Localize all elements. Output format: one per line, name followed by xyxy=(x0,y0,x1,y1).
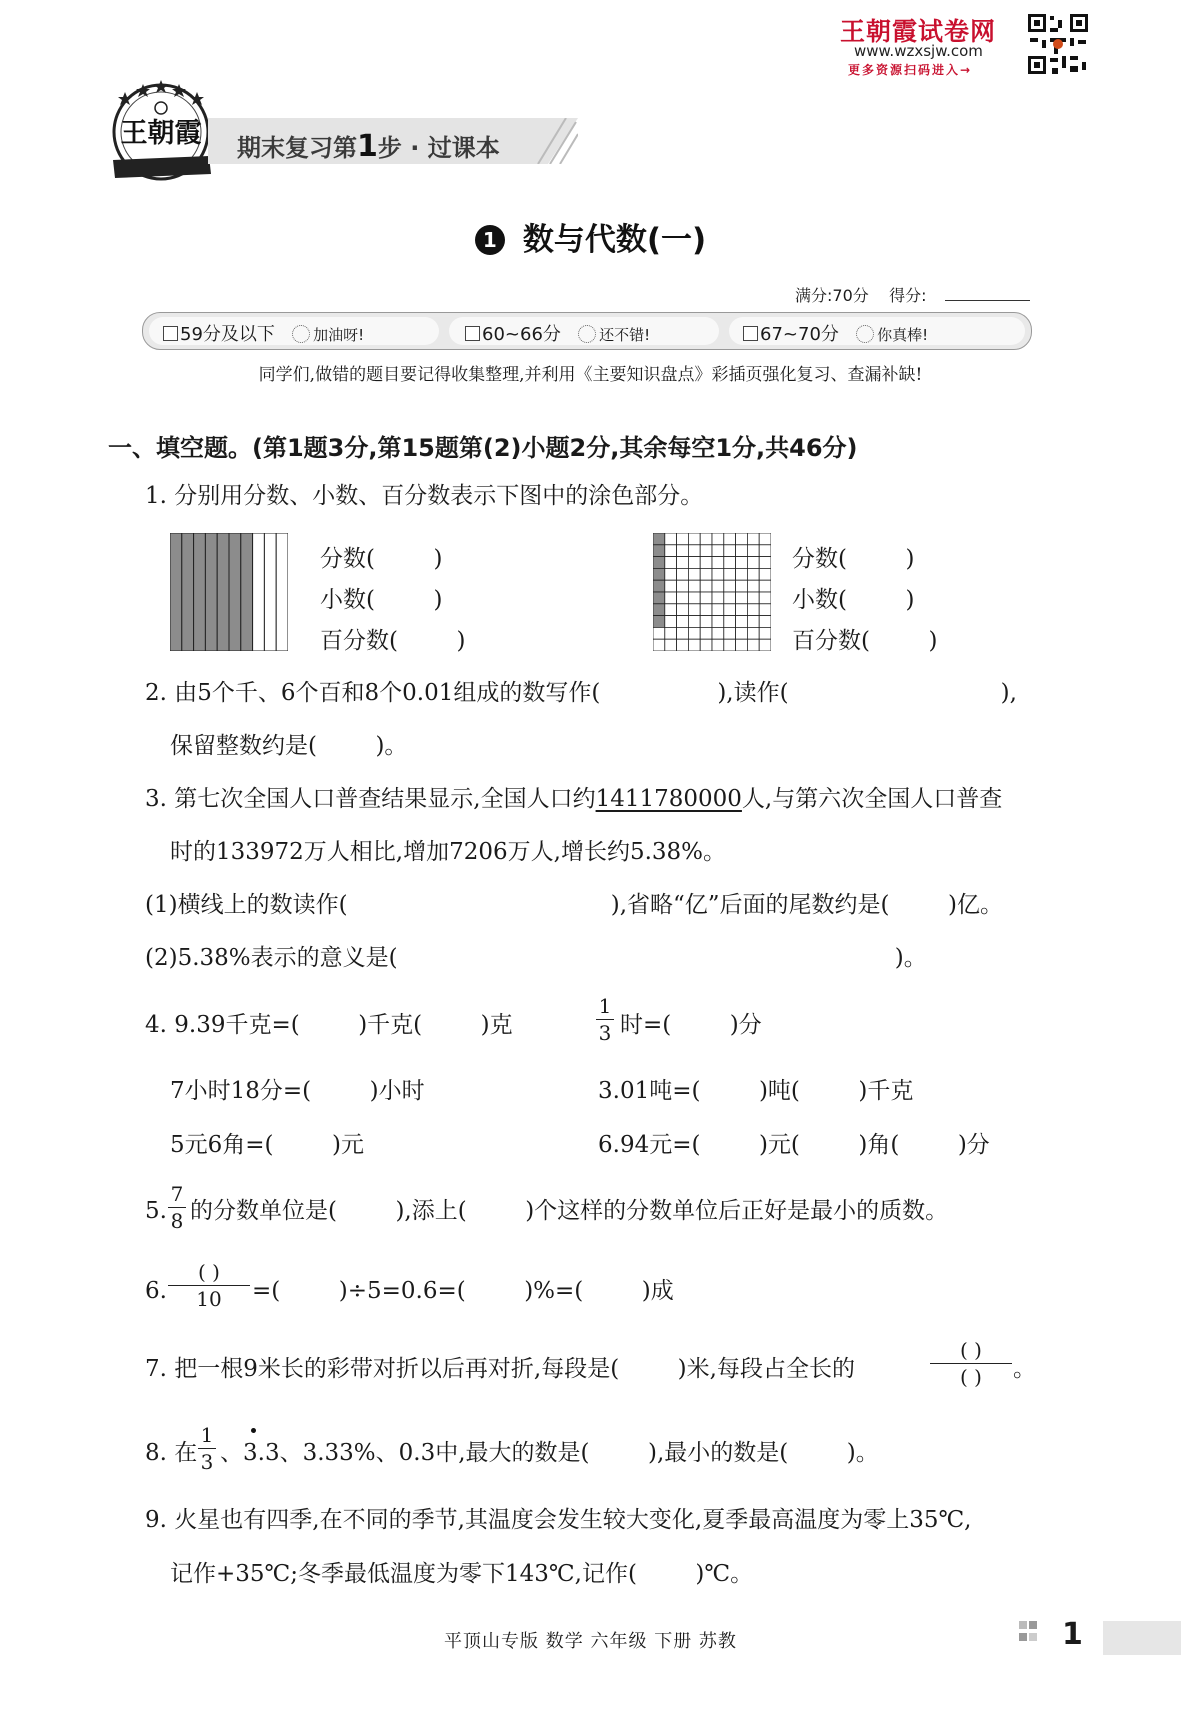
question-2-line1: 2. 由5个千、6个百和8个0.01组成的数写作( ),读作( ), xyxy=(145,680,1017,706)
grid-cell xyxy=(747,533,759,545)
section-heading: 一、填空题。(第1题3分,第15题第(2)小题2分,其余每空1分,共46分) xyxy=(108,434,858,462)
population-number: 1411780000 xyxy=(595,786,742,812)
checkbox-icon xyxy=(465,326,480,341)
grid-cell xyxy=(677,616,689,628)
grid-cell xyxy=(700,604,712,616)
stripe-cell xyxy=(264,533,276,651)
grid-cell xyxy=(736,533,748,545)
grid-cell xyxy=(688,592,700,604)
grid-cell xyxy=(759,568,771,580)
stripe-cell xyxy=(194,533,206,651)
grid-cell xyxy=(653,545,665,557)
grid-cell xyxy=(747,627,759,639)
grid-cell xyxy=(653,592,665,604)
grid-cell xyxy=(700,580,712,592)
stripe-figure xyxy=(170,533,288,651)
grid-cell xyxy=(712,592,724,604)
grid-cell xyxy=(700,545,712,557)
grid-cell xyxy=(712,533,724,545)
grid-cell xyxy=(688,580,700,592)
grid-cell xyxy=(677,545,689,557)
question-9-line1: 9. 火星也有四季,在不同的季节,其温度会发生较大变化,夏季最高温度为零上35℃, xyxy=(145,1507,972,1533)
grid-cell xyxy=(677,592,689,604)
question-7: 7. 把一根9米长的彩带对折以后再对折,每段是( )米,每段占全长的 xyxy=(145,1356,855,1382)
grid-cell xyxy=(747,557,759,569)
grid-cell xyxy=(665,568,677,580)
grid-cell xyxy=(724,580,736,592)
grid-cell xyxy=(665,616,677,628)
grid-cell xyxy=(700,616,712,628)
page-number: 1 xyxy=(1062,1617,1083,1652)
grid-cell xyxy=(724,639,736,651)
repeating-decimal-dot xyxy=(251,1428,256,1433)
grid-cell xyxy=(653,627,665,639)
rating-option-1[interactable]: 59分及以下 加油呀! xyxy=(163,320,364,346)
grid-cell xyxy=(665,545,677,557)
question-8-prefix: 8. 在 xyxy=(145,1440,198,1466)
grid-cell xyxy=(747,604,759,616)
grid-cell xyxy=(688,639,700,651)
grid-cell xyxy=(712,604,724,616)
score-line: 满分:70分 得分: xyxy=(795,286,927,305)
stripe-cell xyxy=(229,533,241,651)
grid-cell xyxy=(736,592,748,604)
grid-cell xyxy=(736,604,748,616)
grid-cell xyxy=(700,568,712,580)
checkbox-icon xyxy=(163,326,178,341)
grid-cell xyxy=(747,545,759,557)
grid-cell xyxy=(759,557,771,569)
q1-fig2-fraction: 分数( ) xyxy=(792,546,915,572)
grid-cell xyxy=(747,568,759,580)
stripe-cell xyxy=(182,533,194,651)
grid-cell xyxy=(736,580,748,592)
grid-figure xyxy=(653,533,771,651)
grid-cell xyxy=(688,568,700,580)
grid-cell xyxy=(736,545,748,557)
grid-cell xyxy=(759,533,771,545)
q1-fig1-decimal: 小数( ) xyxy=(320,587,443,613)
grid-cell xyxy=(653,616,665,628)
question-4-d: 3.01吨=( )吨( )千克 xyxy=(598,1078,914,1104)
grid-cell xyxy=(759,639,771,651)
grid-cell xyxy=(665,639,677,651)
grid-cell xyxy=(747,616,759,628)
brand-note: 更多资源扫码进入→ xyxy=(848,63,973,77)
question-7-end: 。 xyxy=(1013,1356,1036,1382)
grid-cell xyxy=(736,557,748,569)
stripe-cell xyxy=(241,533,253,651)
wangzhaoxia-seal-logo xyxy=(105,80,221,186)
grid-cell xyxy=(724,604,736,616)
reminder-text: 同学们,做错的题目要记得收集整理,并利用《主要知识盘点》彩插页强化复习、查漏补缺! xyxy=(258,365,923,385)
q1-fig2-decimal: 小数( ) xyxy=(792,587,915,613)
stripe-cell xyxy=(253,533,265,651)
grid-cell xyxy=(688,604,700,616)
q1-fig1-percent: 百分数( ) xyxy=(320,628,466,654)
checkbox-icon xyxy=(743,326,758,341)
grid-cell xyxy=(712,639,724,651)
grid-cell xyxy=(665,580,677,592)
grid-cell xyxy=(688,616,700,628)
grid-cell xyxy=(665,533,677,545)
grid-cell xyxy=(747,592,759,604)
grid-cell xyxy=(688,557,700,569)
grid-cell xyxy=(677,639,689,651)
grid-cell xyxy=(665,604,677,616)
grid-cell xyxy=(677,557,689,569)
q6-fraction: ( ) 10 xyxy=(168,1262,250,1309)
grid-cell xyxy=(712,568,724,580)
grid-cell xyxy=(677,580,689,592)
grid-cell xyxy=(724,627,736,639)
banner-title: 期末复习第1步 · 过课本 xyxy=(237,129,500,164)
rating-option-2[interactable]: 60~66分 还不错! xyxy=(465,320,650,346)
stripe-cell xyxy=(170,533,182,651)
question-3-sub2: (2)5.38%表示的意义是( )。 xyxy=(145,945,927,971)
grid-cell xyxy=(665,557,677,569)
grid-cell xyxy=(759,592,771,604)
qr-code-icon[interactable] xyxy=(1026,12,1090,76)
q8-fraction: 1 3 xyxy=(198,1425,216,1472)
grid-cell xyxy=(712,627,724,639)
grid-cell xyxy=(665,592,677,604)
grid-cell xyxy=(747,580,759,592)
grid-cell xyxy=(700,639,712,651)
grid-cell xyxy=(677,604,689,616)
grid-cell xyxy=(724,568,736,580)
rating-option-3[interactable]: 67~70分 你真棒! xyxy=(743,320,928,346)
grid-cell xyxy=(700,592,712,604)
stripe-cell xyxy=(276,533,288,651)
question-3-line1: 3. 第七次全国人口普查结果显示,全国人口约1411780000人,与第六次全国人口普查 xyxy=(145,786,1003,812)
grid-cell xyxy=(653,639,665,651)
smiley-icon xyxy=(292,325,310,343)
grid-cell xyxy=(759,545,771,557)
grid-cell xyxy=(724,545,736,557)
question-4-b: 时=( )分 xyxy=(620,1012,762,1038)
page-title: 1 数与代数(一) xyxy=(0,214,1181,259)
page-number-box xyxy=(1015,1619,1181,1655)
q4-fraction: 1 3 xyxy=(596,996,614,1043)
grid-cell xyxy=(712,580,724,592)
question-4-c: 7小时18分=( )小时 xyxy=(170,1078,425,1104)
grid-cell xyxy=(688,533,700,545)
footer-text: 平顶山专版 数学 六年级 下册 苏教 xyxy=(444,1631,737,1652)
smiley-icon xyxy=(578,325,596,343)
question-6: =( )÷5=0.6=( )%=( )成 xyxy=(252,1278,674,1304)
grid-cell xyxy=(759,616,771,628)
grid-cell xyxy=(712,545,724,557)
stripe-cell xyxy=(217,533,229,651)
grid-cell xyxy=(677,568,689,580)
grid-cell xyxy=(747,639,759,651)
q5-fraction: 7 8 xyxy=(168,1184,186,1231)
grid-cell xyxy=(736,639,748,651)
question-1: 1. 分别用分数、小数、百分数表示下图中的涂色部分。 xyxy=(145,483,704,509)
grid-cell xyxy=(653,557,665,569)
grid-cell xyxy=(759,604,771,616)
grid-cell xyxy=(736,627,748,639)
grid-cell xyxy=(712,616,724,628)
grid-cell xyxy=(688,627,700,639)
q1-fig2-percent: 百分数( ) xyxy=(792,628,938,654)
stripe-cell xyxy=(205,533,217,651)
smiley-icon xyxy=(856,325,874,343)
grid-cell xyxy=(677,627,689,639)
question-4-e: 5元6角=( )元 xyxy=(170,1132,364,1158)
title-number-badge: 1 xyxy=(475,225,505,255)
grid-cell xyxy=(736,568,748,580)
brand-url: www.wzxsjw.com xyxy=(854,42,983,60)
grid-cell xyxy=(736,616,748,628)
grid-cell xyxy=(665,627,677,639)
q7-fraction: ( ) ( ) xyxy=(930,1340,1012,1387)
brand-name: 王朝霞试卷网 xyxy=(840,17,997,46)
question-4-a: 4. 9.39千克=( )千克( )克 xyxy=(145,1012,513,1038)
grid-cell xyxy=(700,533,712,545)
grid-cell xyxy=(653,533,665,545)
grid-cell xyxy=(712,557,724,569)
q1-fig1-fraction: 分数( ) xyxy=(320,546,443,572)
question-2-line2: 保留整数约是( )。 xyxy=(170,733,408,759)
question-5: 的分数单位是( ),添上( )个这样的分数单位后正好是最小的质数。 xyxy=(190,1198,949,1224)
question-3-sub1: (1)横线上的数读作( ),省略“亿”后面的尾数约是( )亿。 xyxy=(145,892,1003,918)
grid-cell xyxy=(653,604,665,616)
grid-cell xyxy=(688,545,700,557)
seal-text: 王朝霞 xyxy=(120,118,202,149)
question-5-number: 5. xyxy=(145,1198,167,1224)
rating-bar xyxy=(142,312,1032,350)
score-blank[interactable] xyxy=(945,300,1030,301)
grid-cell xyxy=(700,627,712,639)
question-3-line2: 时的133972万人相比,增加7206万人,增长约5.38%。 xyxy=(170,839,727,865)
grid-cell xyxy=(724,616,736,628)
grid-cell xyxy=(724,557,736,569)
question-4-f: 6.94元=( )元( )角( )分 xyxy=(598,1132,990,1158)
grid-cell xyxy=(724,533,736,545)
grid-cell xyxy=(759,627,771,639)
grid-cell xyxy=(677,533,689,545)
question-9-line2: 记作+35℃;冬季最低温度为零下143℃,记作( )℃。 xyxy=(170,1561,754,1587)
grid-cell xyxy=(653,580,665,592)
grid-cell xyxy=(653,568,665,580)
grid-cell xyxy=(759,580,771,592)
grid-cell xyxy=(724,592,736,604)
question-8: 、3.3、3.33%、0.3中,最大的数是( ),最小的数是( )。 xyxy=(220,1440,879,1466)
grid-cell xyxy=(700,557,712,569)
question-6-number: 6. xyxy=(145,1278,167,1304)
